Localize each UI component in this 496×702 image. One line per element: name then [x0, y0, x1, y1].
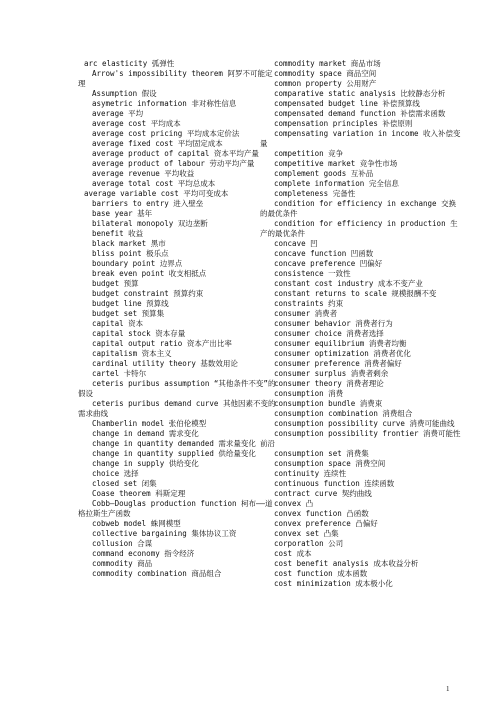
- glossary-entry: Arrow's impossibility theorem 阿罗不可能定理: [78, 69, 273, 88]
- glossary-entry: compensated demand function 补偿需求函数: [274, 109, 446, 118]
- glossary-entry: cost minimization 成本极小化: [274, 579, 393, 588]
- glossary-entry: concave preference 凹偏好: [274, 259, 383, 268]
- glossary-entry: barriers to entry 进入壁垒: [92, 199, 204, 208]
- glossary-entry: collective bargaining 集体协议工资: [92, 529, 237, 538]
- glossary-entry: average product of labour 劳动平均产量: [92, 159, 255, 168]
- glossary-entry: capitalism 资本主义: [92, 349, 172, 358]
- glossary-entry: boundary point 边界点: [92, 259, 183, 268]
- glossary-entry: average total cost 平均总成本: [92, 179, 216, 188]
- glossary-entry: black market 黑市: [92, 239, 166, 248]
- glossary-entry: constant cost industry 成本不变产业: [274, 279, 423, 288]
- glossary-entry: Cobb—Douglas production function 柯布——道格拉斯生产函数: [78, 499, 273, 518]
- glossary-entry: condition for efficiency in exchange 交换的最优条件: [260, 199, 457, 218]
- glossary-entry: convex set 凸集: [274, 529, 339, 538]
- glossary-entry: arc elasticity 弧弹性: [84, 59, 175, 68]
- glossary-entry: concave 凹: [274, 239, 318, 248]
- glossary-entry: continuity 连续性: [274, 469, 347, 478]
- glossary-entry: consumption possibility curve 消费可能曲线: [274, 419, 455, 428]
- glossary-entry: contract curve 契约曲线: [274, 489, 372, 498]
- glossary-entry: consistence 一致性: [274, 269, 351, 278]
- glossary-entry: compensated budget line 补偿预算线: [274, 99, 420, 108]
- glossary-entry: average cost 平均成本: [92, 119, 181, 128]
- glossary-entry: consumption space 消费空间: [274, 459, 386, 468]
- glossary-entry: commodity space 商品空间: [274, 69, 377, 78]
- glossary-entry: Coase theorem 科斯定理: [92, 489, 186, 498]
- glossary-entry: budget constraint 预算约束: [92, 289, 204, 298]
- glossary-entry: consumer behavior 消费者行为: [274, 319, 393, 328]
- glossary-entry: Chamberlin model 张伯伦模型: [92, 419, 207, 428]
- page-number: 1: [446, 685, 450, 693]
- glossary-entry: change in demand 需求变化: [92, 429, 199, 438]
- glossary-entry: consumption 消费: [274, 389, 344, 398]
- glossary-entry: collusion 合谋: [92, 539, 153, 548]
- glossary-entry: command economy 指令经济: [92, 549, 195, 558]
- glossary-entry: cost benefit analysis 成本收益分析: [274, 559, 419, 568]
- glossary-entry: comparative static analysis 比较静态分析: [274, 89, 446, 98]
- glossary-entry: consumer preference 消费者偏好: [274, 359, 402, 368]
- glossary-entry: capital stock 资本存量: [92, 329, 186, 338]
- glossary-entry: change in supply 供给变化: [92, 459, 199, 468]
- glossary-entry: consumption possibility frontier 消费可能性前沿: [260, 429, 461, 448]
- glossary-entry: condition for efficiency in production 生产的最优条件: [260, 219, 458, 238]
- left-column: [78, 59, 278, 579]
- glossary-entry: average product of capital 资本平均产量: [92, 149, 259, 158]
- glossary-entry: completeness 完备性: [274, 189, 356, 198]
- glossary-entry: asymetric information 非对称性信息: [92, 99, 237, 108]
- glossary-entry: ceteris puribus demand curve 其他因素不变的需求曲线: [78, 399, 276, 418]
- glossary-entry: cost 成本: [274, 549, 312, 558]
- glossary-entry: common property 公用财产: [274, 79, 377, 88]
- glossary-entry: convex preference 凸偏好: [274, 519, 378, 528]
- glossary-entry: convex function 凸函数: [274, 509, 369, 518]
- glossary-entry: cartel 卡特尔: [92, 369, 147, 378]
- glossary-entry: commodity market 商品市场: [274, 59, 381, 68]
- glossary-entry: cobweb model 蛛网模型: [92, 519, 181, 528]
- glossary-entry: capital 资本: [92, 319, 144, 328]
- glossary-entry: commodity 商品: [92, 559, 153, 568]
- glossary-entry: consumer choice 消费者选择: [274, 329, 384, 338]
- glossary-entry: budget set 预算集: [92, 309, 165, 318]
- glossary-entry: consumption combination 消费组合: [274, 409, 413, 418]
- glossary-entry: continuous function 连续函数: [274, 479, 395, 488]
- glossary-entry: base year 基年: [92, 209, 153, 218]
- glossary-entry: break even point 收支相抵点: [92, 269, 207, 278]
- right-column: [260, 59, 463, 589]
- glossary-entry: average variable cost 平均可变成本: [84, 189, 229, 198]
- glossary-entry: compensating variation in income 收入补偿变量: [260, 129, 461, 148]
- glossary-entry: consumer theory 消费者理论: [274, 379, 384, 388]
- glossary-entry: benefit 收益: [92, 229, 144, 238]
- glossary-entry: Assumption 假设: [92, 89, 157, 98]
- glossary-entry: change in quantity supplied 供给量变化: [92, 449, 256, 458]
- glossary-entry: consumption bundle 消费束: [274, 399, 383, 408]
- glossary-entry: ceteris puribus assumption “其他条件不变”的假设: [78, 379, 276, 398]
- glossary-entry: bliss point 极乐点: [92, 249, 169, 258]
- glossary-entry: competitive market 竞争性市场: [274, 159, 398, 168]
- glossary-entry: consumer surplus 消费者剩余: [274, 369, 389, 378]
- glossary-entry: complement goods 互补品: [274, 169, 374, 178]
- glossary-entry: commodity combination 商品组合: [92, 569, 222, 578]
- glossary-entry: budget 预算: [92, 279, 139, 288]
- glossary-entry: closed set 闭集: [92, 479, 157, 488]
- glossary-entry: competition 竞争: [274, 149, 344, 158]
- glossary-entry: consumption set 消费集: [274, 449, 369, 458]
- glossary-entry: convex 凸: [274, 499, 314, 508]
- glossary-entry: compensation principles 补偿原则: [274, 119, 413, 128]
- glossary-entry: average fixed cost 平均固定成本: [92, 139, 223, 148]
- glossary-entry: choice 选择: [92, 469, 139, 478]
- glossary-entry: concave function 凹函数: [274, 249, 374, 258]
- glossary-entry: cardinal utility theory 基数效用论: [92, 359, 238, 368]
- glossary-entry: complete information 完全信息: [274, 179, 399, 188]
- glossary-entry: consumer optimization 消费者优化: [274, 349, 411, 358]
- glossary-entry: budget line 预算线: [92, 299, 169, 308]
- glossary-entry: change in quantity demanded 需求量变化: [92, 439, 256, 448]
- glossary-entry: constraints 约束: [274, 299, 344, 308]
- glossary-entry: average 平均: [92, 109, 144, 118]
- glossary-entry: consumer 消费者: [274, 309, 338, 318]
- glossary-entry: corporatlon 公司: [274, 539, 344, 548]
- glossary-entry: capital output ratio 资本产出比率: [92, 339, 232, 348]
- glossary-entry: cost function 成本函数: [274, 569, 368, 578]
- glossary-entry: constant returns to scale 规模报酬不变: [274, 289, 437, 298]
- glossary-entry: consumer equilibrium 消费者均衡: [274, 339, 407, 348]
- glossary-entry: bilateral monopoly 双边垄断: [92, 219, 208, 228]
- glossary-entry: average revenue 平均收益: [92, 169, 195, 178]
- glossary-entry: average cost pricing 平均成本定价法: [92, 129, 240, 138]
